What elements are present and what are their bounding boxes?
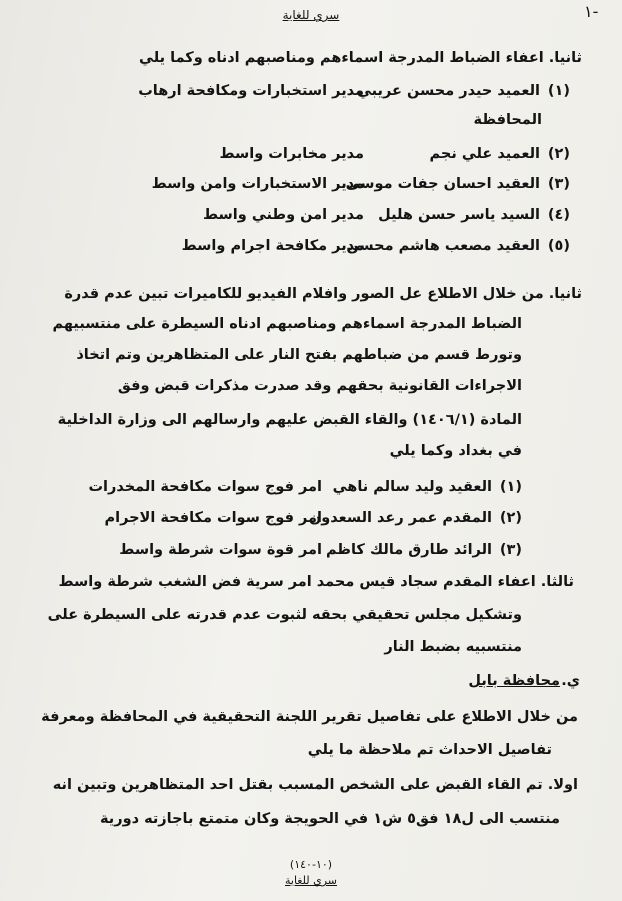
- item-name: العقيد احسان جفات موسى: [345, 176, 540, 192]
- paragraph-text: تفاصيل الاحداث تم ملاحظة ما يلي: [307, 742, 552, 758]
- item-number: (١): [547, 83, 570, 99]
- item-number: (٥): [547, 238, 570, 254]
- item-position: مدير مكافحة اجرام واسط: [181, 238, 364, 254]
- item-position: امر فوج سوات مكافحة المخدرات: [88, 479, 322, 495]
- item-name: العميد علي نجم: [429, 146, 540, 162]
- item-position: مدير امن وطني واسط: [203, 207, 364, 223]
- section-heading-text: ثانيا. اعفاء الضباط المدرجة اسماءهم ومناصبهم ادناه وكما يلي: [139, 50, 582, 66]
- paragraph-text: من خلال الاطلاع على تفاصيل تقرير اللجنة التحقيقية في المحافظة ومعرفة: [41, 709, 578, 725]
- item-number: (٢): [499, 510, 522, 526]
- item-name: العقيد وليد سالم ناهي: [332, 479, 492, 495]
- item-name: العميد حيدر محسن عريبي: [356, 83, 540, 99]
- item-number: (٣): [499, 542, 522, 558]
- item-number: (٤): [547, 207, 570, 223]
- item-position: مدير مخابرات واسط: [219, 146, 364, 162]
- item-name: السيد ياسر حسن هليل: [378, 207, 540, 223]
- classification-footer: سري للغاية: [284, 874, 337, 887]
- paragraph-text: ثالثا. اعفاء المقدم سجاد قيس محمد امر سرية فض الشغب شرطة واسط: [58, 574, 574, 590]
- paragraph-text: في بغداد وكما يلي: [389, 443, 522, 459]
- paragraph-text: منتسب الى ل١٨ فق٥ ش١ في الحويجة وكان متمتع باجازته دورية: [99, 811, 560, 827]
- item-position: مدير استخبارات ومكافحة ارهاب: [138, 83, 364, 99]
- paragraph-text: الضباط المدرجة اسماءهم ومناصبهم ادناه السيطرة على منتسبيهم: [52, 316, 522, 332]
- paragraph-text: الاجراءات القانونية بحقهم وقد صدرت مذكرات قبض وفق: [117, 378, 522, 394]
- item-name: الرائد طارق مالك كاظم: [325, 542, 492, 558]
- page-number: (١٠-١٤٠): [289, 858, 333, 871]
- item-position: امر فوج سوات مكافحة الاجرام: [104, 510, 322, 526]
- paragraph-text: المادة (١٤٠٦/١) والقاء القبض عليهم وارسالهم الى وزارة الداخلية: [57, 412, 522, 428]
- paragraph-text: ثانيا. من خلال الاطلاع عل الصور وافلام الفيديو للكاميرات تبين عدم قدرة: [64, 286, 582, 302]
- classification-header: سري للغاية: [282, 8, 340, 22]
- paragraph-text: وتورط قسم من ضباطهم بفتح النار على المتظاهرين وتم اتخاذ: [76, 347, 522, 363]
- item-position: مدير الاستخبارات وامن واسط: [151, 176, 364, 192]
- section-heading-text: محافظة بابل: [468, 673, 560, 689]
- item-position: امر قوة سوات شرطة واسط: [119, 542, 322, 558]
- item-name: المقدم عمر رعد السعدون: [308, 510, 492, 526]
- item-position-cont: المحافظة: [473, 112, 542, 128]
- page-mark: ١-: [584, 2, 599, 21]
- item-number: (٢): [547, 146, 570, 162]
- paragraph-text: اولا. تم القاء القبض على الشخص المسبب بقتل احد المتظاهرين وتبين انه: [52, 777, 578, 793]
- section-label: ي.: [561, 673, 580, 689]
- item-number: (٣): [547, 176, 570, 192]
- item-name: العقيد مصعب هاشم محسن: [346, 238, 540, 254]
- paragraph-text: وتشكيل مجلس تحقيقي بحقه لثبوت عدم قدرته على السيطرة على: [47, 607, 522, 623]
- paragraph-text: منتسبيه بضبط النار: [384, 639, 522, 655]
- item-number: (١): [499, 479, 522, 495]
